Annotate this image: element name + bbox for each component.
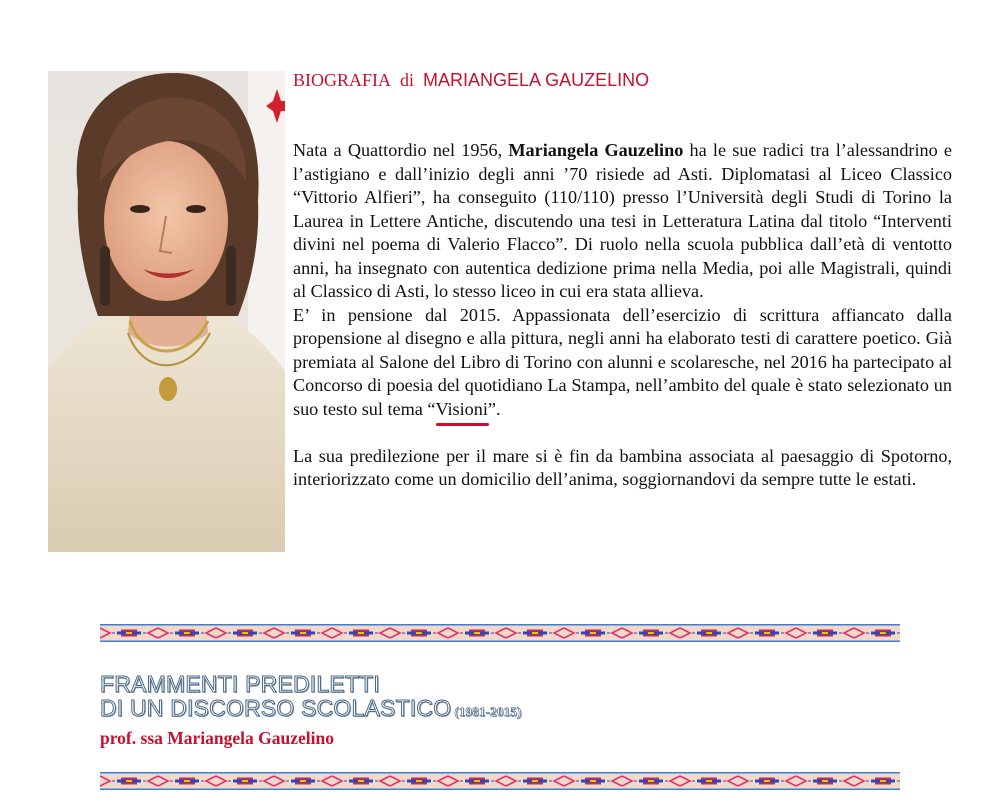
publication-author: prof. ssa Mariangela Gauzelino <box>100 728 334 748</box>
bio-paragraph-2 <box>293 304 952 422</box>
biography-heading <box>293 70 649 91</box>
bio-paragraph-3: La sua predilezione per il mare si è fin da bambina associata al paesaggio di Spotorno, interiorizzato come un domicilio dell’anima, soggiornandovi da sempre tutte le estati. <box>293 445 952 489</box>
publication-title-line-2-text: DI UN DISCORSO SCOLASTICO <box>100 695 452 721</box>
bio-paragraph-1 <box>293 139 952 304</box>
bio-p2-text: E’ in pensione dal 2015. Appassionata dell’esercizio di scrittura affiancato dalla propensione al disegno e alla pittura, negli anni ha elaborato testi di carattere poetico. Già premiata al Salone del Libro di Torino con alunni e scolaresche, nel 2016 ha partecipato al Concorso di poesia del quotidiano La Stampa, nell’ambito del quale è stato selezionato un suo testo sul tema “ <box>293 304 952 419</box>
bio-p1-bold-name: Mariangela Gauzelino <box>508 140 684 160</box>
biography-text <box>293 139 952 492</box>
decorative-border-bottom <box>100 772 900 790</box>
heading-biografia: BIOGRAFIA <box>293 70 392 90</box>
decorative-border-top <box>100 624 900 642</box>
bio-p1-rest: ha le sue radici tra l’alessandrino e l’astigiano e dall’inizio degli anni ’70 risiede ad Asti. Diplomatasi al Liceo Classico “Vittorio Alfieri”, ha conseguito (110/110) presso l’Università degli Studi di Torino la Laurea in Lettere Antiche, discutendo una tesi in Letteratura Latina dal titolo “Interventi divini nel poema di Valerio Flacco”. Di ruolo nella scuola pubblica dall’età di ventotto anni, ha insegnato con autentica dedizione prima nella Media, poi alle Magistrali, quindi al Classico di Asti, lo stesso liceo in cui era stata allieva. <box>293 140 952 301</box>
bio-p1-intro: Nata a Quattordio nel 1956, <box>293 140 509 160</box>
visioni-link[interactable]: Visioni <box>435 398 487 422</box>
publication-title-block <box>100 672 522 749</box>
publication-years: (1981-2015) <box>454 704 522 719</box>
publication-title-line-2 <box>100 696 522 724</box>
bio-p2-end: ”. <box>487 398 501 419</box>
heading-di: di <box>400 70 415 90</box>
publication-title-line-1: FRAMMENTI PREDILETTI <box>100 671 381 697</box>
author-portrait-photo <box>48 71 285 552</box>
heading-author-name: MARIANGELA GAUZELINO <box>423 70 650 90</box>
